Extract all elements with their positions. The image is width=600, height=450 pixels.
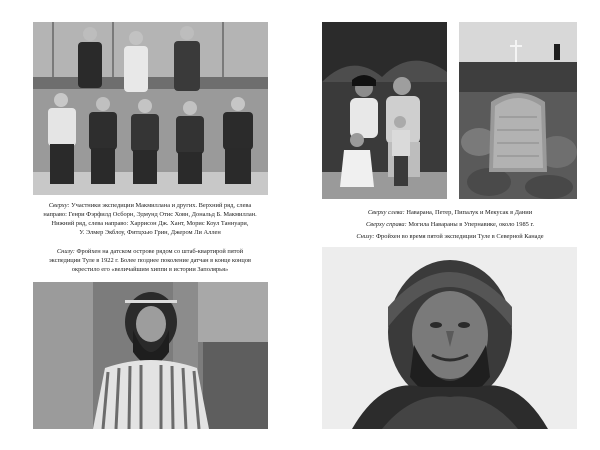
caption-lead: Снизу:	[356, 233, 375, 240]
caption-line: направо: Генри Фэрфилд Осборн, Эдмунд Отис Ховн, Дональд Б. Макмиллан.	[43, 211, 257, 218]
caption-text: Могила Навараны в Упернавике, около 1985 г.	[408, 221, 534, 228]
caption-top-right	[310, 220, 590, 229]
grave-photo	[459, 22, 577, 199]
group-photo-caption	[30, 201, 270, 237]
caption-top-left	[310, 208, 590, 217]
caption-line: экспедиции Туле в 1922 г. Более позднее поколение датчан в конце концов	[48, 257, 252, 264]
freuchen-island-caption	[30, 247, 270, 274]
caption-line: окрестило его «величайшим хиппи в истории Заполярья»	[71, 266, 229, 273]
family-photo	[322, 22, 447, 199]
caption-text: Наварана, Петер, Пипалук и Мекусак в Дании	[406, 209, 533, 216]
caption-lead: Сверху справа:	[366, 221, 407, 228]
caption-line: У. Элмер Экблоу, Фитцхью Грин, Джером Ли Аллен	[79, 229, 221, 236]
right-captions	[310, 208, 590, 244]
caption-lead: Снизу:	[56, 248, 75, 255]
freuchen-striped-photo	[33, 282, 268, 429]
freuchen-portrait-photo	[322, 247, 577, 429]
caption-text: Фройхен во время пятой экспедиции Туле в Северной Канаде	[376, 233, 544, 240]
caption-lead: Сверху:	[48, 202, 70, 209]
caption-line: Фройхен на датском острове рядом со штаб-квартирой пятой	[76, 248, 244, 255]
group-photo	[33, 22, 268, 195]
caption-line: Нижний ряд, слева направо: Харрисон Дж. Хант, Морис Коул Таннуари,	[51, 220, 249, 227]
caption-lead: Сверху слева:	[367, 209, 405, 216]
caption-line: Участники экспедиции Макмиллана и других. Верхний ряд, слева	[71, 202, 252, 209]
right-page	[300, 0, 600, 450]
caption-bottom	[310, 232, 590, 241]
